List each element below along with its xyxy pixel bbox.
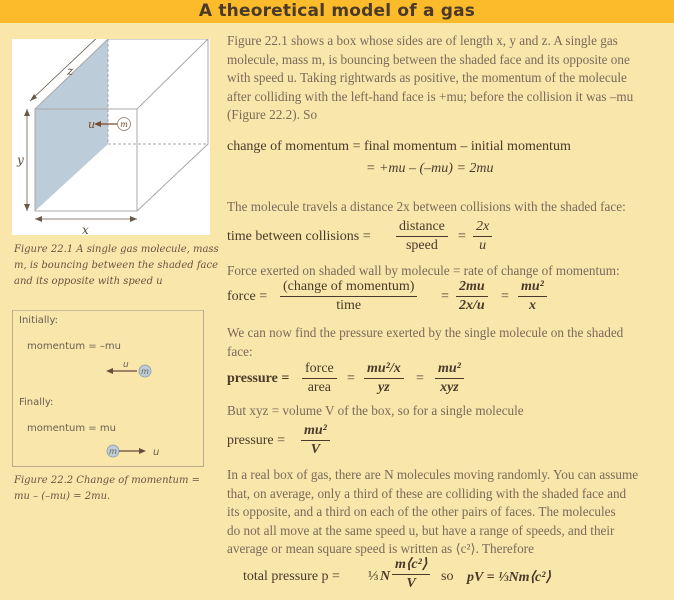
- text-line: molecule, mass m, is bouncing between the shaded face and its opposite one: [227, 51, 630, 67]
- text-line: We can now find the pressure exerted by the single molecule on the shaded: [227, 325, 624, 340]
- molecule-label: m: [109, 447, 117, 456]
- fraction-mu2-x: [518, 278, 547, 315]
- numerator: distance: [396, 218, 448, 237]
- caption-line: and its opposite with speed u: [14, 276, 163, 287]
- paragraph-force: Force exerted on shaded wall by molecule = rate of change of momentum:: [227, 263, 620, 278]
- molecule-label: m: [120, 120, 128, 129]
- arrow-left-icon: [106, 368, 113, 374]
- numerator: mu²: [518, 278, 547, 297]
- figure2-caption: [14, 473, 200, 505]
- speed-label: u: [123, 360, 129, 370]
- fraction-2x-u: [473, 218, 492, 255]
- denominator: xyz: [440, 380, 459, 395]
- finally-label: Finally:: [19, 397, 54, 408]
- one-third: ⅓: [368, 569, 379, 584]
- box-diagram: [12, 39, 210, 235]
- initial-momentum: momentum = –mu: [27, 341, 121, 352]
- paragraph-real-gas: [227, 466, 638, 559]
- numerator: 2x: [473, 218, 492, 237]
- fraction-mu2x-yz: [364, 360, 404, 397]
- speed-label: u: [153, 447, 160, 458]
- text-line: In a real box of gas, there are N molecules moving randomly. You can assume: [227, 467, 639, 482]
- numerator: (change of momentum): [280, 278, 417, 297]
- text-line: after colliding with the left-hand face is +mu; before the collision it was –mu: [227, 88, 634, 104]
- fraction-distance-speed: [396, 218, 448, 255]
- numerator: m⟨c²⟩: [392, 556, 430, 575]
- equals-sign: =: [501, 289, 509, 304]
- dimension-z-label: z: [67, 64, 74, 78]
- equation-total-pressure-lhs: total pressure p =: [243, 569, 340, 584]
- equation-change-momentum: change of momentum = final momentum – initial momentum: [227, 139, 571, 154]
- equation-time-lhs: time between collisions =: [227, 229, 371, 244]
- equals-sign: =: [441, 289, 449, 304]
- equation-pressure-lhs: pressure =: [227, 371, 290, 386]
- caption-line: Figure 22.2 Change of momentum =: [14, 475, 201, 486]
- paragraph-pressure: [227, 324, 623, 361]
- fraction-force-area: [302, 360, 337, 397]
- text-line: do not all move at the same speed u, but have a range of speeds, and their: [227, 522, 615, 538]
- denominator: V: [310, 442, 321, 457]
- paragraph-distance: The molecule travels a distance 2x between collisions with the shaded face:: [227, 199, 626, 214]
- paragraph-intro: [227, 32, 633, 125]
- equals-sign: =: [347, 371, 355, 386]
- numerator: mu²/x: [364, 360, 404, 379]
- denominator: 2x/u: [459, 298, 485, 313]
- equals-sign: =: [458, 229, 466, 244]
- caption-line: Figure 22.1 A single gas molecule, mass: [14, 244, 219, 255]
- equation-change-momentum-result: = +mu – (–mu) = 2mu: [366, 161, 494, 176]
- denominator: u: [479, 238, 487, 253]
- text-line: Figure 22.1 shows a box whose sides are of length x, y and z. A single gas: [227, 33, 618, 48]
- denominator: x: [528, 298, 536, 313]
- page-title: A theoretical model of a gas: [198, 1, 476, 21]
- equals-sign: =: [416, 371, 424, 386]
- denominator: time: [336, 298, 362, 313]
- symbol-n: N: [380, 569, 391, 584]
- caption-line: m, is bouncing between the shaded face: [14, 260, 218, 271]
- text-line: its opposite, and a third on each of the other pairs of faces. The molecules: [227, 504, 616, 519]
- denominator: yz: [378, 380, 390, 395]
- dimension-y-label: y: [17, 153, 24, 167]
- text-line: with speed u. Taking rightwards as positive, the momentum of the molecule: [227, 70, 627, 85]
- text-line: face:: [227, 343, 253, 359]
- molecule-label: m: [141, 367, 149, 376]
- fraction-change-time: [280, 278, 417, 315]
- fraction-mu2-xyz: [435, 360, 464, 397]
- numerator: force: [302, 360, 337, 379]
- arrow-right-icon: [139, 448, 146, 454]
- final-momentum: momentum = mu: [27, 423, 116, 434]
- equation-pressure-v-lhs: pressure =: [227, 433, 286, 448]
- caption-line: mu – (–mu) = 2mu.: [14, 491, 111, 502]
- numerator: mu²: [301, 422, 330, 441]
- denominator: speed: [405, 238, 438, 253]
- dimension-x-label: x: [82, 223, 89, 235]
- text-line: (Figure 22.2). So: [227, 107, 318, 122]
- fraction-mc2-v: [392, 556, 430, 593]
- paragraph-volume: But xyz = volume V of the box, so for a single molecule: [227, 403, 524, 418]
- text-line: that, on average, only a third of these are colliding with the shaded face and: [227, 485, 627, 501]
- initially-label: Initially:: [19, 315, 59, 326]
- equation-force-lhs: force =: [227, 289, 268, 304]
- final-motion-diagram: [101, 441, 171, 461]
- figure1-caption: [14, 242, 219, 290]
- equation-pv: pV = ⅓Nm⟨c²⟩: [467, 570, 551, 585]
- figure-box-diagram: [12, 39, 210, 235]
- numerator: 2mu: [456, 278, 488, 297]
- figure-box-momentum: [12, 310, 204, 467]
- fraction-2mu-2xu: [456, 278, 488, 315]
- denominator: V: [406, 576, 416, 591]
- fraction-mu2-v: [301, 422, 330, 459]
- initial-motion-diagram: [103, 359, 153, 379]
- text-line: average or mean square speed is written as ⟨c²⟩. Therefore: [227, 541, 534, 556]
- speed-label: u: [88, 118, 96, 131]
- denominator: area: [307, 380, 332, 395]
- numerator: mu²: [435, 360, 464, 379]
- word-so: so: [441, 569, 454, 584]
